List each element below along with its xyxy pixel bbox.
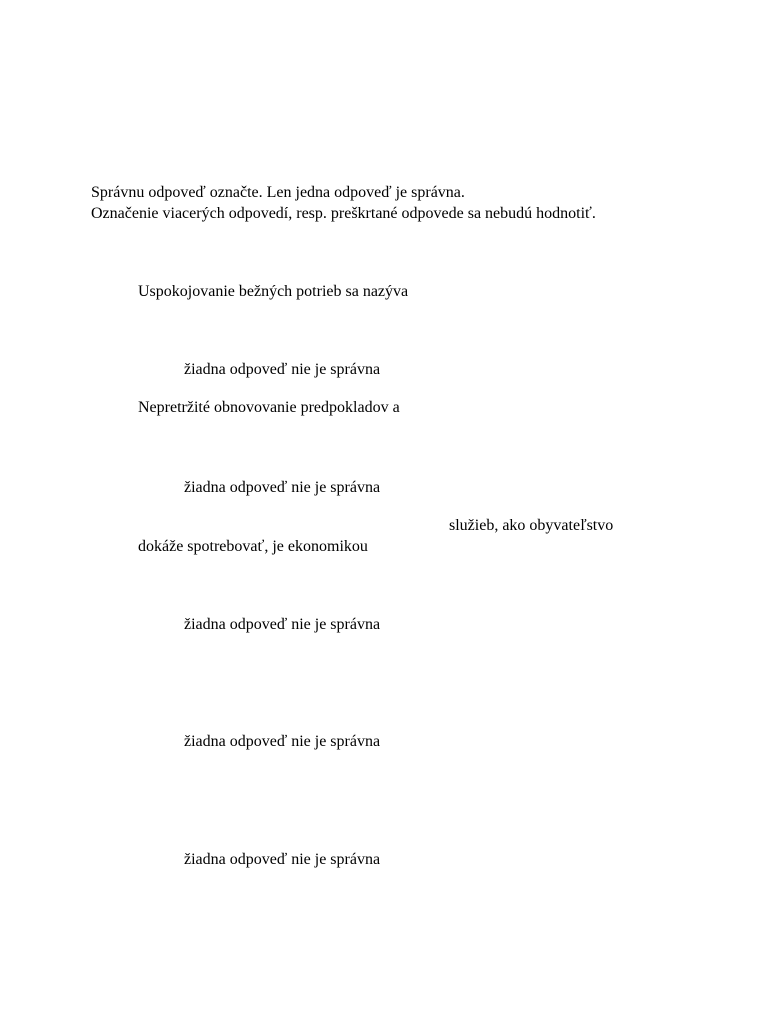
question-3-answer-option: žiadna odpoveď nie je správna <box>184 616 381 633</box>
question-4-answer-option: žiadna odpoveď nie je správna <box>184 733 381 750</box>
instruction-line-1: Správnu odpoveď označte. Len jedna odpoveď je správna. <box>91 184 465 201</box>
question-3-text-part-2: dokáže spotrebovať, je ekonomikou <box>138 538 368 555</box>
question-2-answer-option: žiadna odpoveď nie je správna <box>184 479 381 496</box>
question-2-text: Nepretržité obnovovanie predpokladov a <box>138 399 400 416</box>
question-1-text: Uspokojovanie bežných potrieb sa nazýva <box>138 283 409 300</box>
question-3-text-part-1: služieb, ako obyvateľstvo <box>449 517 614 534</box>
question-1-answer-option: žiadna odpoveď nie je správna <box>184 361 381 378</box>
question-5-answer-option: žiadna odpoveď nie je správna <box>184 851 381 868</box>
instruction-line-2: Označenie viacerých odpovedí, resp. preškrtané odpovede sa nebudú hodnotiť. <box>91 205 596 222</box>
